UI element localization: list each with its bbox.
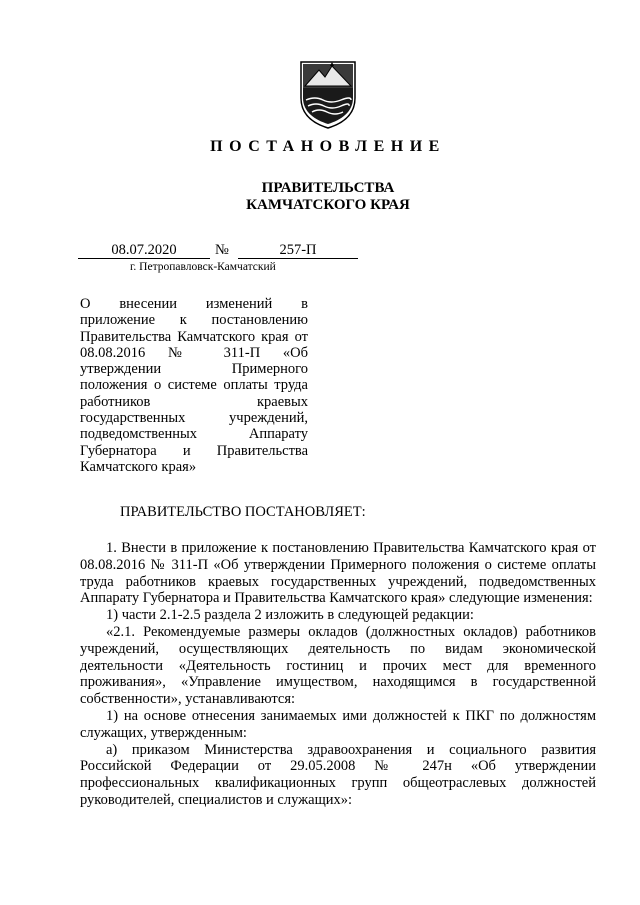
date-number-row	[78, 242, 358, 260]
body-paragraph: 1. Внести в приложение к постановлению Правительства Камчатского края от 08.08.2016 № 311-П «Об утверждении Примерного положения о системе оплаты труда работников краевых государственных учреждений, подведомственных Аппарату Губернатора и Правительства Камчатского края» следующие изменения:	[80, 540, 596, 607]
document-city: г. Петропавловск-Камчатский	[130, 261, 276, 273]
document-body	[80, 540, 596, 809]
document-date: 08.07.2020	[78, 242, 210, 259]
issuing-authority	[0, 180, 640, 214]
document-subject: О внесении изменений в приложение к постановлению Правительства Камчатского края от 08.08.2016 № 311-П «Об утверждении Примерного положения о системе оплаты труда работников краевых государственных учреждений, подведомственных Аппарату Губернатора и Правительства Камчатского края»	[80, 296, 308, 475]
body-paragraph: 1) части 2.1-2.5 раздела 2 изложить в следующей редакции:	[106, 607, 474, 624]
body-paragraph: 1) на основе отнесения занимаемых ими должностей к ПКГ по должностям служащих, утвержденным:	[80, 707, 596, 741]
number-sign: №	[215, 242, 229, 258]
body-paragraph: «2.1. Рекомендуемые размеры окладов (должностных окладов) работников учреждений, осуществляющих деятельность по видам экономической деятельности «Деятельность гостиниц и прочих мест для временного проживания», «Управление имуществом, находящимся в государственной собственности», устанавливаются:	[80, 623, 596, 708]
document-number: 257-П	[238, 242, 358, 259]
authority-line-2: КАМЧАТСКОГО КРАЯ	[246, 197, 410, 213]
kamchatka-coat-of-arms-icon	[297, 58, 359, 130]
decree-line: ПРАВИТЕЛЬСТВО ПОСТАНОВЛЯЕТ:	[120, 504, 366, 520]
authority-line-1: ПРАВИТЕЛЬСТВА	[261, 180, 395, 196]
body-paragraph: а) приказом Министерства здравоохранения и социального развития Российской Федерации от 29.05.2008 № 247н «Об утверждении профессиональных квалификационных групп общеотраслевых должностей руководителей, специалистов и служащих»:	[80, 741, 596, 808]
document-title: ПОСТАНОВЛЕНИЕ	[210, 138, 446, 155]
